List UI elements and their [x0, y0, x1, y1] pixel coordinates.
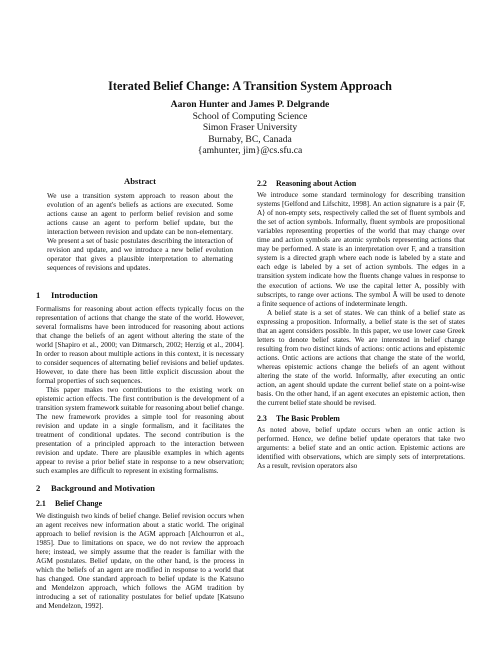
section-heading-introduction — [36, 291, 244, 300]
subsection-number: 2.1 — [36, 499, 46, 509]
belief-change-paragraph: We distinguish two kinds of belief change. Belief revision occurs when an agent receives new information about a static world. The original approach to belief revision is the AGM approach [Alchourron et al., 1985]. Due to limitations on space, we do not review the approach here; instead, we simply assume that the reader is familiar with the AGM postulates. Belief update, on the other hand, is the process in which the beliefs of an agent are modified in response to a world that has changed. One standard approach to belief update is the Katsuno and Mendelzon approach, which follows the AGM tradition by introducing a set of rationality postulates for belief update [Katsuno and Mendelzon, 1992]. — [36, 511, 244, 610]
section-title: Introduction — [51, 290, 98, 301]
section-number: 1 — [36, 290, 41, 301]
subsection-number: 2.2 — [257, 179, 267, 188]
subsection-title: Reasoning about Action — [276, 179, 357, 188]
subsection-heading-basic-problem — [257, 414, 465, 423]
subsection-title: The Basic Problem — [276, 414, 340, 424]
author-block — [0, 99, 500, 157]
email: {amhunter, jim}@cs.sfu.ca — [197, 145, 303, 156]
subsection-heading-reasoning-about-action — [257, 179, 465, 188]
intro-paragraph-1: Formalisms for reasoning about action effects typically focus on the representation of actions that change the state of the world. However, several formalisms have been introduced for reasoning about actions that change the beliefs of an agent without altering the state of the world [Shapiro et al., 2000; van Ditmarsch, 2002; Herzig et al., 2004]. In order to reason about multiple actions in this context, it is necessary to consider sequences of alternating belief revisions and belief updates. However, to date there has been little explicit discussion about the formal properties of such sequences. — [36, 304, 244, 385]
university: Simon Fraser University — [202, 122, 298, 133]
basic-problem-paragraph: As noted above, belief update occurs when an ontic action is performed. Hence, we define belief update operators that take two arguments: a belief state and an ontic action. Epistemic actions are identified with observations, which are simply sets of interpretations. As a result, revision operators also — [257, 426, 465, 471]
right-column — [257, 173, 465, 471]
section-title: Background and Motivation — [51, 483, 155, 494]
subsection-number: 2.3 — [257, 414, 267, 424]
author-names: Aaron Hunter and James P. Delgrande — [170, 99, 330, 110]
location: Burnaby, BC, Canada — [208, 133, 292, 145]
subsection-title: Belief Change — [55, 499, 103, 509]
abstract-text: We use a transition system approach to reason about the evolution of an agent's beliefs as actions are executed. Some actions cause an agent to perform belief revision and some actions cause an agent to perform belief update, but the interaction between revision and update can be non-elementary. We present a set of basic postulates describing the interaction of revision and update, and we introduce a new belief evolution operator that gives a plausible interpretation to alternating sequences of revisions and updates. — [47, 192, 233, 273]
affiliation: School of Computing Science — [192, 110, 308, 122]
reasoning-paragraph-2: A belief state is a set of states. We can think of a belief state as expressing a proposition. Informally, a belief state is the set of states that an agent considers possible. In this paper, we use lower case Greek letters to denote belief states. We are interested in belief change resulting from two distinct kinds of actions: ontic actions and epistemic actions. Ontic actions are actions that change the state of the world, whereas epistemic actions change the beliefs of an agent without altering the state of the world. Informally, after executing an ontic action, an agent should update the current belief state on a point-wise basis. On the other hand, if an agent executes an epistemic action, then the current belief state should be revised. — [257, 308, 465, 408]
section-number: 2 — [36, 483, 41, 494]
section-heading-background — [36, 484, 244, 493]
reasoning-paragraph-1: We introduce some standard terminology for describing transition systems [Gelfond and Lifschitz, 1998]. An action signature is a pair ⟨F, A⟩ of non-empty sets, respectively called the set of fluent symbols and the set of action symbols. Informally, fluent symbols are propositional variables representing properties of the world that may change over time and action symbols are atomic symbols representing actions that may be performed. A state is an interpretation over F, and a transition system is a directed graph where each node is labeled by a state and each edge is labeled by a set of action symbols. The edges in a transition system indicate how the fluents change values in response to the execution of actions. We use the capital letter A, possibly with subscripts, to range over actions. The symbol Ā will be used to denote a finite sequence of actions of indeterminate length. — [257, 191, 465, 308]
subsection-heading-belief-change — [36, 499, 244, 508]
intro-paragraph-2: This paper makes two contributions to the existing work on epistemic action effects. The first contribution is the development of a transition system framework suitable for reasoning about belief change. The new framework provides a simple tool for reasoning about revision and update in a single formalism, and it facilitates the treatment of conditional updates. The second contribution is the presentation of a principled approach to the interaction between revision and update. There are plausible examples in which agents appear to revise a prior belief state in response to a new observation; such examples are difficult to represent in existing formalisms. — [36, 385, 244, 476]
paper-title: Iterated Belief Change: A Transition System Approach — [108, 79, 392, 93]
left-column — [36, 173, 244, 611]
abstract-heading: Abstract — [124, 176, 156, 186]
